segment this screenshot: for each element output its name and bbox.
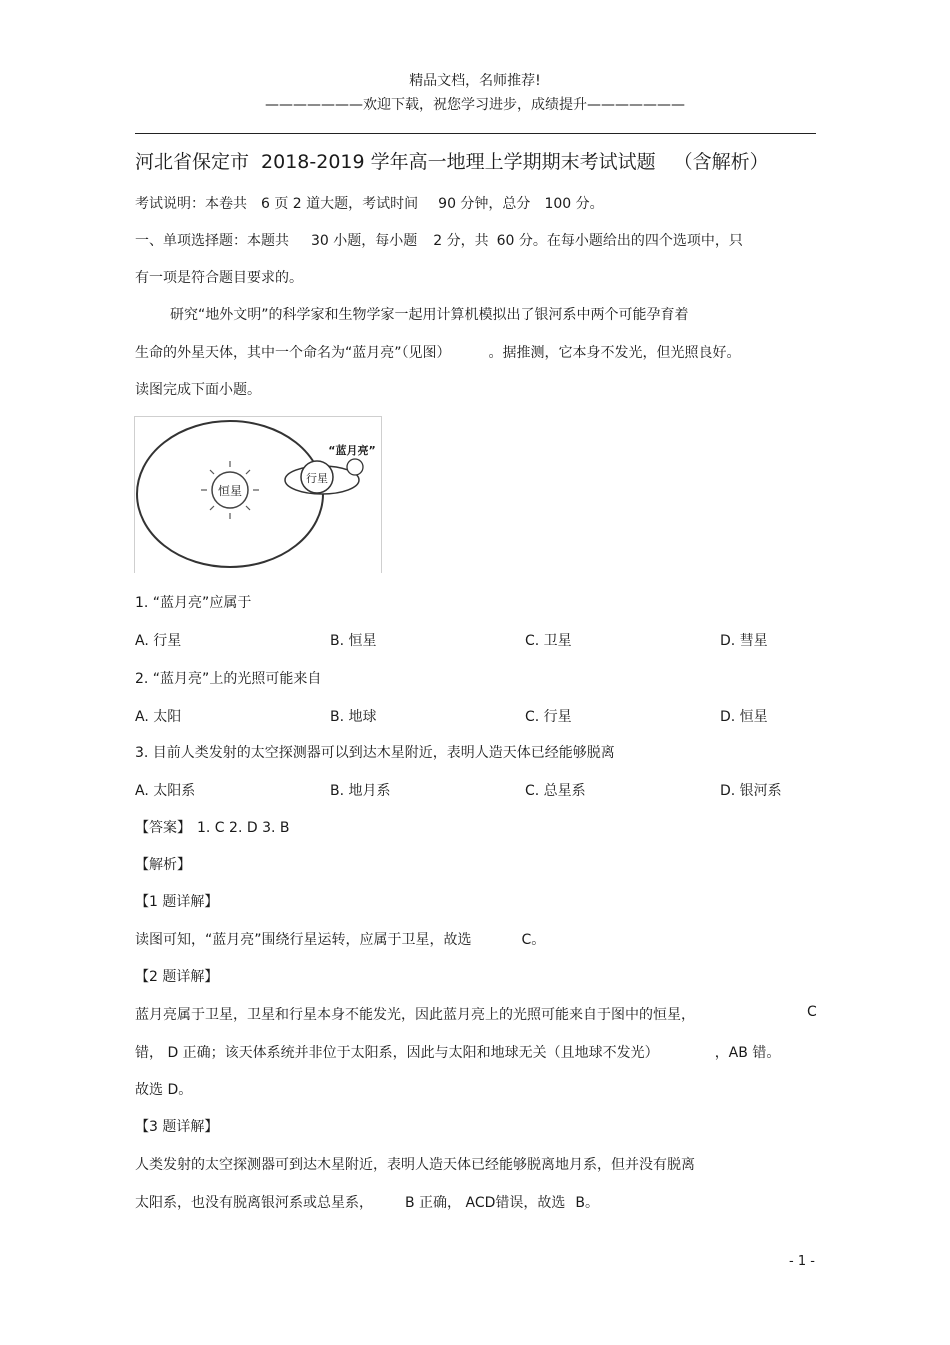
q2-explain-line2: 错， D 正确；该天体系统并非位于太阳系，因此与太阳和地球无关（且地球不发光） ，AB 错。 <box>135 1045 781 1061</box>
q2-option-a: A. 太阳 <box>135 709 182 725</box>
q3-explain-line2: 太阳系，也没有脱离银河系或总星系， B 正确， ACD错误，故选 B。 <box>135 1195 600 1211</box>
title-part1: 河北省保定市 <box>135 151 250 173</box>
planet-label: 行星 <box>306 472 328 485</box>
blue-moon-icon <box>347 459 363 475</box>
q2-explain-label: 【2 题详解】 <box>135 969 219 985</box>
q1-option-c: C. 卫星 <box>525 633 572 649</box>
exam-note: 考试说明：本卷共 6 页 2 道大题，考试时间 90 分钟，总分 100 分。 <box>135 196 604 212</box>
q3-option-c: C. 总星系 <box>525 783 586 799</box>
q2-explain-line3: 故选 D。 <box>135 1082 193 1098</box>
q1-explain-label: 【1 题详解】 <box>135 894 219 910</box>
question-2-stem: 2. “蓝月亮”上的光照可能来自 <box>135 671 322 687</box>
header-line2: ———————欢迎下载，祝您学习进步，成绩提升——————— <box>265 97 685 113</box>
question-3-stem: 3. 目前人类发射的太空探测器可以到达木星附近，表明人造天体已经能够脱离 <box>135 745 615 761</box>
q2-option-d: D. 恒星 <box>720 709 768 725</box>
page-title <box>135 147 769 174</box>
passage-line3: 读图完成下面小题。 <box>135 382 261 398</box>
section-heading: 一、单项选择题：本题共 30 小题，每小题 2 分，共 60 分。在每小题给出的四个选项中，只 <box>135 233 743 249</box>
q3-option-b: B. 地月系 <box>330 783 391 799</box>
q2-explain-line1-end: C <box>807 1004 817 1020</box>
q3-explain-line1: 人类发射的太空探测器可到达木星附近，表明人造天体已经能够脱离地月系，但并没有脱离 <box>135 1157 695 1173</box>
page-number: - 1 - <box>789 1254 815 1269</box>
q1-option-d: D. 彗星 <box>720 633 768 649</box>
passage-line2: 生命的外星天体，其中一个命名为“蓝月亮”（见图） 。据推测，它本身不发光，但光照良好。 <box>135 345 741 361</box>
q1-option-a: A. 行星 <box>135 633 182 649</box>
section-heading-line2: 有一项是符合题目要求的。 <box>135 270 303 286</box>
header-line1: 精品文档，名师推荐! <box>409 73 541 89</box>
q2-option-c: C. 行星 <box>525 709 572 725</box>
q2-option-b: B. 地球 <box>330 709 377 725</box>
answer-line <box>135 817 289 837</box>
star-label: 恒星 <box>217 484 243 498</box>
title-part2: 2018-2019 学年高一地理上学期期末考试试题 <box>261 151 656 173</box>
q1-option-b: B. 恒星 <box>330 633 377 649</box>
q2-explain-line1: 蓝月亮属于卫星，卫星和行星本身不能发光，因此蓝月亮上的光照可能来自于图中的恒星， <box>135 1007 695 1023</box>
passage-line1: 研究“地外文明”的科学家和生物学家一起用计算机模拟出了银河系中两个可能孕育着 <box>170 307 689 323</box>
analysis-label: 【解析】 <box>135 857 191 873</box>
q3-option-a: A. 太阳系 <box>135 783 196 799</box>
q1-explain-text: 读图可知，“蓝月亮”围绕行星运转，应属于卫星，故选 C。 <box>135 932 546 948</box>
orbit-diagram <box>134 416 382 573</box>
header-rule <box>135 133 816 134</box>
blue-moon-label: “蓝月亮” <box>328 444 376 457</box>
q3-option-d: D. 银河系 <box>720 783 782 799</box>
answer-values: 1. C 2. D 3. B <box>197 820 290 836</box>
answer-label: 【答案】 <box>135 820 191 836</box>
question-1-stem: 1. “蓝月亮”应属于 <box>135 595 252 611</box>
orbit-figure <box>134 416 382 573</box>
title-part3: （含解析） <box>673 151 769 173</box>
q3-explain-label: 【3 题详解】 <box>135 1119 219 1135</box>
